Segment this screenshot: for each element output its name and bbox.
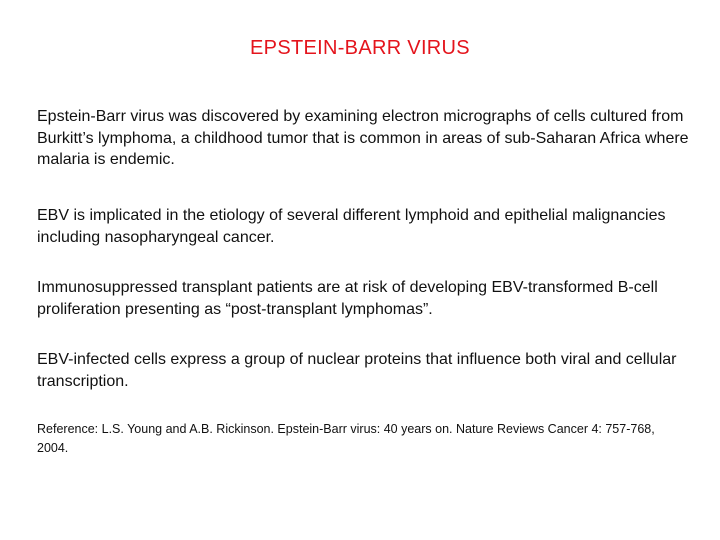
paragraph-malignancies: EBV is implicated in the etiology of several different lymphoid and epithelial malignancies including nasopharyngeal cancer.: [37, 207, 666, 246]
paragraph-nuclear-proteins: EBV-infected cells express a group of nuclear proteins that influence both viral and cellular transcription.: [37, 351, 677, 390]
paragraph-discovery: Epstein-Barr virus was discovered by examining electron micrographs of cells cultured from Burkitt’s lymphoma, a childhood tumor that is common in areas of sub-Saharan Africa where malaria is endemic.: [37, 108, 689, 168]
paragraph-transplant: Immunosuppressed transplant patients are at risk of developing EBV-transformed B-cell proliferation presenting as “post-transplant lymphomas”.: [37, 279, 658, 318]
reference-citation: Reference: L.S. Young and A.B. Rickinson. Epstein-Barr virus: 40 years on. Nature Reviews Cancer 4: 757-768, 2004.: [37, 422, 655, 455]
slide-title: EPSTEIN-BARR VIRUS: [250, 37, 470, 59]
